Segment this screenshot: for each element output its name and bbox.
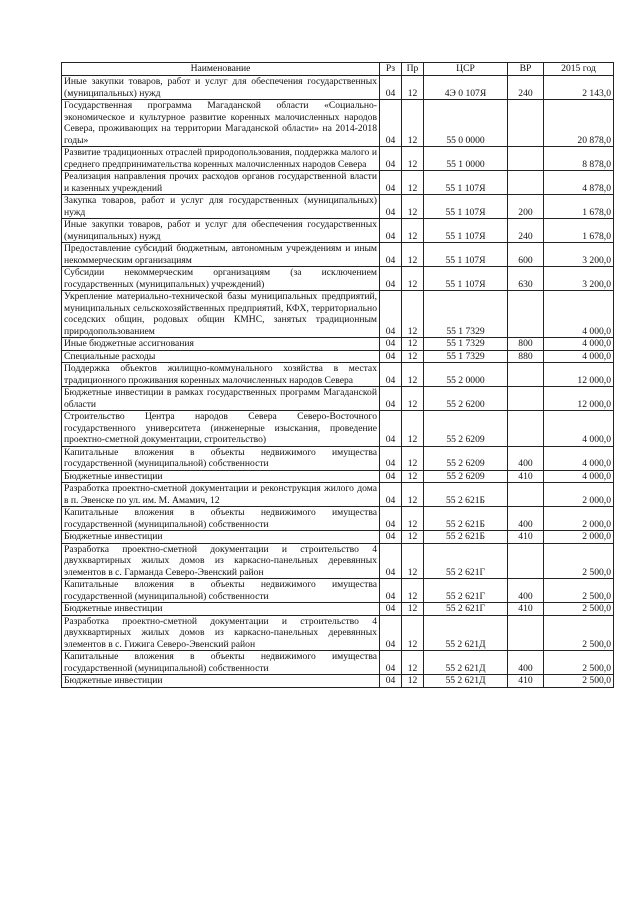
table-row: [62, 675, 614, 688]
cell-vr: [508, 483, 544, 507]
cell-vr: 400: [508, 507, 544, 531]
column-header-pr: Пр: [402, 63, 424, 76]
cell-amount: 8 878,0: [544, 147, 614, 171]
cell-pr: 12: [402, 100, 424, 147]
table-row: [62, 411, 614, 447]
cell-pr: 12: [402, 350, 424, 363]
column-header-vr: ВР: [508, 63, 544, 76]
table-row: [62, 470, 614, 483]
cell-amount: 4 000,0: [544, 350, 614, 363]
cell-vr: 880: [508, 350, 544, 363]
cell-pr: 12: [402, 446, 424, 470]
cell-csr: 55 2 621Г: [424, 579, 508, 603]
table-body: [62, 76, 614, 688]
cell-csr: 55 1 107Я: [424, 243, 508, 267]
cell-amount: 4 000,0: [544, 411, 614, 447]
cell-csr: 55 1 107Я: [424, 171, 508, 195]
cell-name: Бюджетные инвестиции: [62, 470, 380, 483]
table-row: [62, 543, 614, 579]
cell-pr: 12: [402, 76, 424, 100]
cell-amount: 2 143,0: [544, 76, 614, 100]
cell-csr: 55 1 7329: [424, 338, 508, 351]
cell-pr: 12: [402, 651, 424, 675]
cell-amount: 3 200,0: [544, 243, 614, 267]
table-row: [62, 219, 614, 243]
cell-vr: [508, 411, 544, 447]
cell-pr: 12: [402, 411, 424, 447]
cell-amount: 1 678,0: [544, 219, 614, 243]
cell-name: Бюджетные инвестиции: [62, 675, 380, 688]
cell-rz: 04: [380, 579, 402, 603]
table-row: [62, 387, 614, 411]
cell-rz: 04: [380, 507, 402, 531]
cell-amount: 4 000,0: [544, 446, 614, 470]
table-row: [62, 100, 614, 147]
cell-pr: 12: [402, 338, 424, 351]
table-row: [62, 531, 614, 544]
cell-rz: 04: [380, 100, 402, 147]
cell-csr: 55 2 621Д: [424, 615, 508, 651]
cell-rz: 04: [380, 171, 402, 195]
cell-csr: 55 1 0000: [424, 147, 508, 171]
cell-amount: 2 000,0: [544, 483, 614, 507]
cell-csr: 55 1 7329: [424, 291, 508, 338]
cell-name: Укрепление материально-технической базы муниципальных предприятий, муниципальных сельскохозяйственных предприятий, КФХ, территориально соседских общин, родовых общин КМНС, занятых традиционным природопользованием: [62, 291, 380, 338]
cell-rz: 04: [380, 363, 402, 387]
table-row: [62, 195, 614, 219]
cell-name: Разработка проектно-сметной документации и реконструкция жилого дома в п. Эвенске по ул. им. М. Амамич, 12: [62, 483, 380, 507]
budget-table: [61, 62, 614, 688]
cell-name: Иные бюджетные ассигнования: [62, 338, 380, 351]
cell-csr: 55 2 0000: [424, 363, 508, 387]
cell-pr: 12: [402, 291, 424, 338]
cell-csr: 55 2 6209: [424, 446, 508, 470]
cell-amount: 2 500,0: [544, 675, 614, 688]
table-row: [62, 291, 614, 338]
cell-name: Разработка проектно-сметной документации и строительство 4 двухквартирных жилых домов из каркасно-панельных деревянных элементов в с. Гижига Северо-Эвенский район: [62, 615, 380, 651]
cell-pr: 12: [402, 483, 424, 507]
cell-vr: [508, 543, 544, 579]
cell-csr: 55 1 107Я: [424, 267, 508, 291]
table-row: [62, 147, 614, 171]
table-row: [62, 651, 614, 675]
cell-vr: 410: [508, 675, 544, 688]
table-row: [62, 579, 614, 603]
table-row: [62, 243, 614, 267]
cell-rz: 04: [380, 603, 402, 616]
cell-name: Закупка товаров, работ и услуг для государственных (муниципальных) нужд: [62, 195, 380, 219]
cell-vr: 410: [508, 603, 544, 616]
cell-vr: 200: [508, 195, 544, 219]
cell-pr: 12: [402, 603, 424, 616]
cell-amount: 2 000,0: [544, 531, 614, 544]
column-header-csr: ЦСР: [424, 63, 508, 76]
cell-vr: 410: [508, 470, 544, 483]
cell-csr: 55 2 621Б: [424, 507, 508, 531]
cell-vr: 400: [508, 446, 544, 470]
cell-pr: 12: [402, 470, 424, 483]
cell-rz: 04: [380, 387, 402, 411]
cell-vr: [508, 363, 544, 387]
table-header-row: [62, 63, 614, 76]
cell-pr: 12: [402, 675, 424, 688]
cell-rz: 04: [380, 350, 402, 363]
cell-csr: 55 2 6209: [424, 411, 508, 447]
cell-name: Разработка проектно-сметной документации и строительство 4 двухквартирных жилых домов из каркасно-панельных деревянных элементов в с. Гарманда Северо-Эвенский район: [62, 543, 380, 579]
cell-csr: 55 2 6200: [424, 387, 508, 411]
cell-csr: 55 2 621Г: [424, 543, 508, 579]
cell-rz: 04: [380, 243, 402, 267]
cell-vr: 410: [508, 531, 544, 544]
cell-amount: 20 878,0: [544, 100, 614, 147]
cell-name: Развитие традиционных отраслей природопользования, поддержка малого и среднего предпринимательства коренных малочисленных народов Севера: [62, 147, 380, 171]
cell-name: Капитальные вложения в объекты недвижимого имущества государственной (муниципальной) собственности: [62, 446, 380, 470]
cell-rz: 04: [380, 543, 402, 579]
table-row: [62, 338, 614, 351]
table-row: [62, 363, 614, 387]
cell-amount: 2 500,0: [544, 651, 614, 675]
cell-name: Бюджетные инвестиции: [62, 531, 380, 544]
cell-amount: 12 000,0: [544, 387, 614, 411]
cell-amount: 4 000,0: [544, 470, 614, 483]
cell-name: Специальные расходы: [62, 350, 380, 363]
cell-amount: 4 878,0: [544, 171, 614, 195]
cell-rz: 04: [380, 411, 402, 447]
table-row: [62, 615, 614, 651]
cell-amount: 3 200,0: [544, 267, 614, 291]
cell-rz: 04: [380, 267, 402, 291]
cell-csr: 55 1 7329: [424, 350, 508, 363]
cell-csr: 55 2 621Д: [424, 675, 508, 688]
cell-rz: 04: [380, 651, 402, 675]
table-row: [62, 446, 614, 470]
cell-pr: 12: [402, 219, 424, 243]
cell-pr: 12: [402, 579, 424, 603]
cell-pr: 12: [402, 507, 424, 531]
cell-name: Иные закупки товаров, работ и услуг для обеспечения государственных (муниципальных) нужд: [62, 219, 380, 243]
cell-amount: 1 678,0: [544, 195, 614, 219]
cell-rz: 04: [380, 615, 402, 651]
cell-name: Капитальные вложения в объекты недвижимого имущества государственной (муниципальной) собственности: [62, 579, 380, 603]
cell-vr: 240: [508, 76, 544, 100]
cell-rz: 04: [380, 195, 402, 219]
cell-vr: 400: [508, 651, 544, 675]
cell-rz: 04: [380, 483, 402, 507]
cell-vr: [508, 615, 544, 651]
cell-name: Бюджетные инвестиции: [62, 603, 380, 616]
cell-pr: 12: [402, 531, 424, 544]
cell-name: Строительство Центра народов Севера Северо-Восточного государственного университета (инженерные изыскания, проведение проектно-сметной документации, строительство): [62, 411, 380, 447]
cell-pr: 12: [402, 363, 424, 387]
cell-amount: 2 500,0: [544, 579, 614, 603]
table-row: [62, 483, 614, 507]
cell-csr: 55 2 6209: [424, 470, 508, 483]
column-header-name: Наименование: [62, 63, 380, 76]
cell-vr: [508, 171, 544, 195]
cell-vr: 800: [508, 338, 544, 351]
cell-rz: 04: [380, 338, 402, 351]
cell-amount: 4 000,0: [544, 338, 614, 351]
cell-rz: 04: [380, 531, 402, 544]
cell-csr: 55 1 107Я: [424, 195, 508, 219]
cell-rz: 04: [380, 291, 402, 338]
cell-name: Иные закупки товаров, работ и услуг для обеспечения государственных (муниципальных) нужд: [62, 76, 380, 100]
cell-name: Капитальные вложения в объекты недвижимого имущества государственной (муниципальной) собственности: [62, 651, 380, 675]
cell-amount: 2 500,0: [544, 543, 614, 579]
cell-amount: 2 000,0: [544, 507, 614, 531]
column-header-rz: Рз: [380, 63, 402, 76]
cell-vr: 400: [508, 579, 544, 603]
cell-vr: 240: [508, 219, 544, 243]
cell-pr: 12: [402, 243, 424, 267]
cell-csr: 55 2 621Б: [424, 483, 508, 507]
cell-amount: 4 000,0: [544, 291, 614, 338]
cell-rz: 04: [380, 147, 402, 171]
cell-rz: 04: [380, 446, 402, 470]
cell-name: Субсидии некоммерческим организациям (за исключением государственных (муниципальных) учреждений): [62, 267, 380, 291]
cell-rz: 04: [380, 675, 402, 688]
cell-csr: 55 1 107Я: [424, 219, 508, 243]
cell-name: Предоставление субсидий бюджетным, автономным учреждениям и иным некоммерческим организациям: [62, 243, 380, 267]
table-row: [62, 267, 614, 291]
cell-name: Государственная программа Магаданской области «Социально-экономическое и культурное развитие коренных малочисленных народов Севера, проживающих на территории Магаданской области» на 2014-2018 годы»: [62, 100, 380, 147]
cell-amount: 2 500,0: [544, 603, 614, 616]
cell-vr: [508, 291, 544, 338]
cell-csr: 55 2 621Г: [424, 603, 508, 616]
cell-vr: [508, 147, 544, 171]
table-row: [62, 507, 614, 531]
cell-pr: 12: [402, 543, 424, 579]
cell-pr: 12: [402, 387, 424, 411]
cell-pr: 12: [402, 615, 424, 651]
table-row: [62, 171, 614, 195]
cell-rz: 04: [380, 76, 402, 100]
cell-csr: 4Э 0 107Я: [424, 76, 508, 100]
cell-name: Поддержка объектов жилищно-коммунального хозяйства в местах традиционного проживания коренных малочисленных народов Севера: [62, 363, 380, 387]
cell-pr: 12: [402, 195, 424, 219]
table-row: [62, 603, 614, 616]
budget-document-page: [61, 62, 613, 688]
table-row: [62, 76, 614, 100]
cell-name: Бюджетные инвестиции в рамках государственных программ Магаданской области: [62, 387, 380, 411]
cell-pr: 12: [402, 171, 424, 195]
cell-vr: 600: [508, 243, 544, 267]
cell-rz: 04: [380, 219, 402, 243]
cell-pr: 12: [402, 267, 424, 291]
table-row: [62, 350, 614, 363]
cell-csr: 55 2 621Д: [424, 651, 508, 675]
column-header-year: 2015 год: [544, 63, 614, 76]
cell-csr: 55 0 0000: [424, 100, 508, 147]
cell-pr: 12: [402, 147, 424, 171]
cell-amount: 12 000,0: [544, 363, 614, 387]
cell-name: Реализация направления прочих расходов органов государственной власти и казенных учреждений: [62, 171, 380, 195]
cell-name: Капитальные вложения в объекты недвижимого имущества государственной (муниципальной) собственности: [62, 507, 380, 531]
cell-csr: 55 2 621Б: [424, 531, 508, 544]
cell-vr: [508, 387, 544, 411]
cell-vr: [508, 100, 544, 147]
cell-vr: 630: [508, 267, 544, 291]
cell-rz: 04: [380, 470, 402, 483]
cell-amount: 2 500,0: [544, 615, 614, 651]
